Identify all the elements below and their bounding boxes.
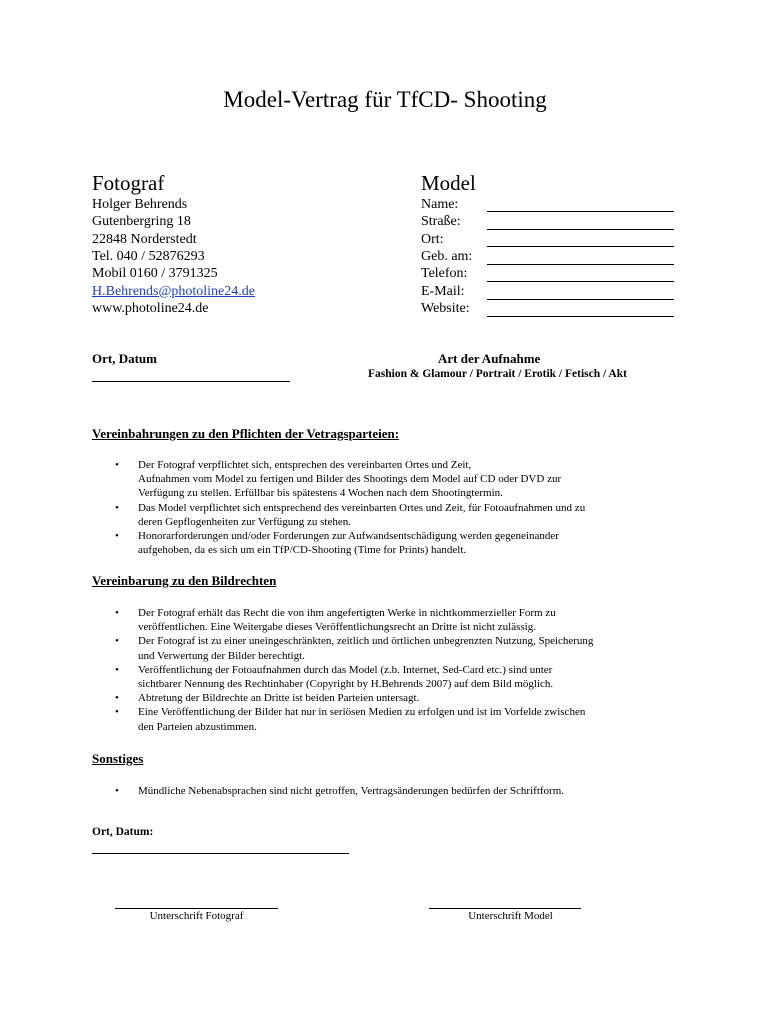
section-obligations-list (92, 458, 585, 557)
section-image-rights-list (92, 606, 593, 734)
model-phone-label: Telefon: (421, 266, 468, 282)
model-name-label: Name: (421, 197, 459, 212)
art-der-aufnahme-label: Art der Aufnahme (438, 351, 541, 366)
model-website-label: Website: (421, 300, 470, 316)
fotograf-email-link[interactable]: H.Behrends@photoline24.de (92, 283, 255, 299)
fotograf-mobile: Mobil 0160 / 3791325 (92, 266, 218, 282)
model-phone-line[interactable] (487, 281, 674, 282)
fotograf-street: Gutenbergring 18 (92, 214, 191, 230)
model-city-line[interactable] (487, 246, 674, 247)
model-street-line[interactable] (487, 229, 674, 230)
ort-datum-bottom-line[interactable] (92, 853, 349, 854)
ort-datum-label: Ort, Datum (92, 351, 157, 366)
fotograf-heading: Fotograf (92, 171, 165, 195)
list-item: • Das Model verpflichtet sich entsprechend des vereinbarten Ortes und Zeit, für Fotoaufnahmen und zu deren Gepflogenheiten zur Verfügung zu stehen. (92, 501, 585, 529)
ort-datum-line[interactable] (92, 381, 290, 382)
list-item: • Eine Veröffentlichung der Bilder hat nur in seriösen Medien zu erfolgen und ist im Vorfelde zwischen den Parteien abzustimmen. (92, 705, 593, 733)
section-misc-list (92, 784, 564, 798)
fotograf-name: Holger Behrends (92, 197, 188, 212)
list-item: • Veröffentlichung der Fotoaufnahmen durch das Model (z.b. Internet, Sed-Card etc.) sind unter sichtbarer Nennung des Rechtinhaber (Copyright by H.Behrends 2007) auf dem Bild möglich. (92, 663, 593, 691)
list-item: • Abtretung der Bildrechte an Dritte ist beiden Parteien untersagt. (92, 691, 593, 705)
signature-model-label: Unterschrift Model (468, 910, 553, 922)
section-misc-heading: Sonstiges (92, 751, 144, 766)
fotograf-phone: Tel. 040 / 52876293 (92, 248, 205, 264)
list-item: • Der Fotograf ist zu einer uneingeschränkten, zeitlich und örtlichen unbegrenzten Nutzung, Speicherung und Verwertung der Bilder berechtigt. (92, 634, 593, 662)
section-obligations-heading: Vereinbahrungen zu den Pflichten der Vetragsparteien: (92, 426, 400, 441)
fotograf-website: www.photoline24.de (92, 300, 209, 316)
ort-datum-bottom-label: Ort, Datum: (92, 826, 154, 838)
art-der-aufnahme-options: Fashion & Glamour / Portrait / Erotik / Fetisch / Akt (368, 368, 627, 380)
model-email-line[interactable] (487, 299, 674, 300)
list-item: • Mündliche Nebenabsprachen sind nicht getroffen, Vertragsänderungen bedürfen der Schriftform. (92, 784, 564, 798)
signature-model-line[interactable] (429, 908, 581, 909)
model-city-label: Ort: (421, 231, 444, 247)
model-heading: Model (421, 171, 476, 195)
signature-fotograf-line[interactable] (115, 908, 278, 909)
fotograf-city: 22848 Norderstedt (92, 231, 197, 247)
model-email-label: E-Mail: (421, 283, 465, 299)
list-item: • Honorarforderungen und/oder Forderungen zur Aufwandsentschädigung werden gegeneinander aufgehoben, da es sich um ein TfP/CD-Shooting (Time for Prints) handelt. (92, 529, 585, 557)
section-image-rights-heading: Vereinbarung zu den Bildrechten (92, 573, 277, 588)
page-title: Model-Vertrag für TfCD- Shooting (223, 87, 547, 112)
model-name-line[interactable] (487, 211, 674, 212)
list-item: • Der Fotograf erhält das Recht die von ihm angefertigten Werke in nichtkommerzieller Form zu veröffentlichen. Eine Weitergabe dieses Veröffentlichungsrecht an Dritte ist nicht zulässig. (92, 606, 593, 634)
model-website-line[interactable] (487, 316, 674, 317)
model-birthdate-line[interactable] (487, 264, 674, 265)
list-item: • Der Fotograf verpflichtet sich, entsprechen des vereinbarten Ortes und Zeit, Aufnahmen vom Model zu fertigen und Bilder des Shootings dem Model auf CD oder DVD zur Verfügung zu stellen. Erfüllbar bis spätestens 4 Wochen nach dem Shootingtermin. (92, 458, 585, 501)
model-street-label: Straße: (421, 214, 461, 230)
model-birthdate-label: Geb. am: (421, 248, 473, 264)
signature-fotograf-label: Unterschrift Fotograf (149, 910, 244, 922)
